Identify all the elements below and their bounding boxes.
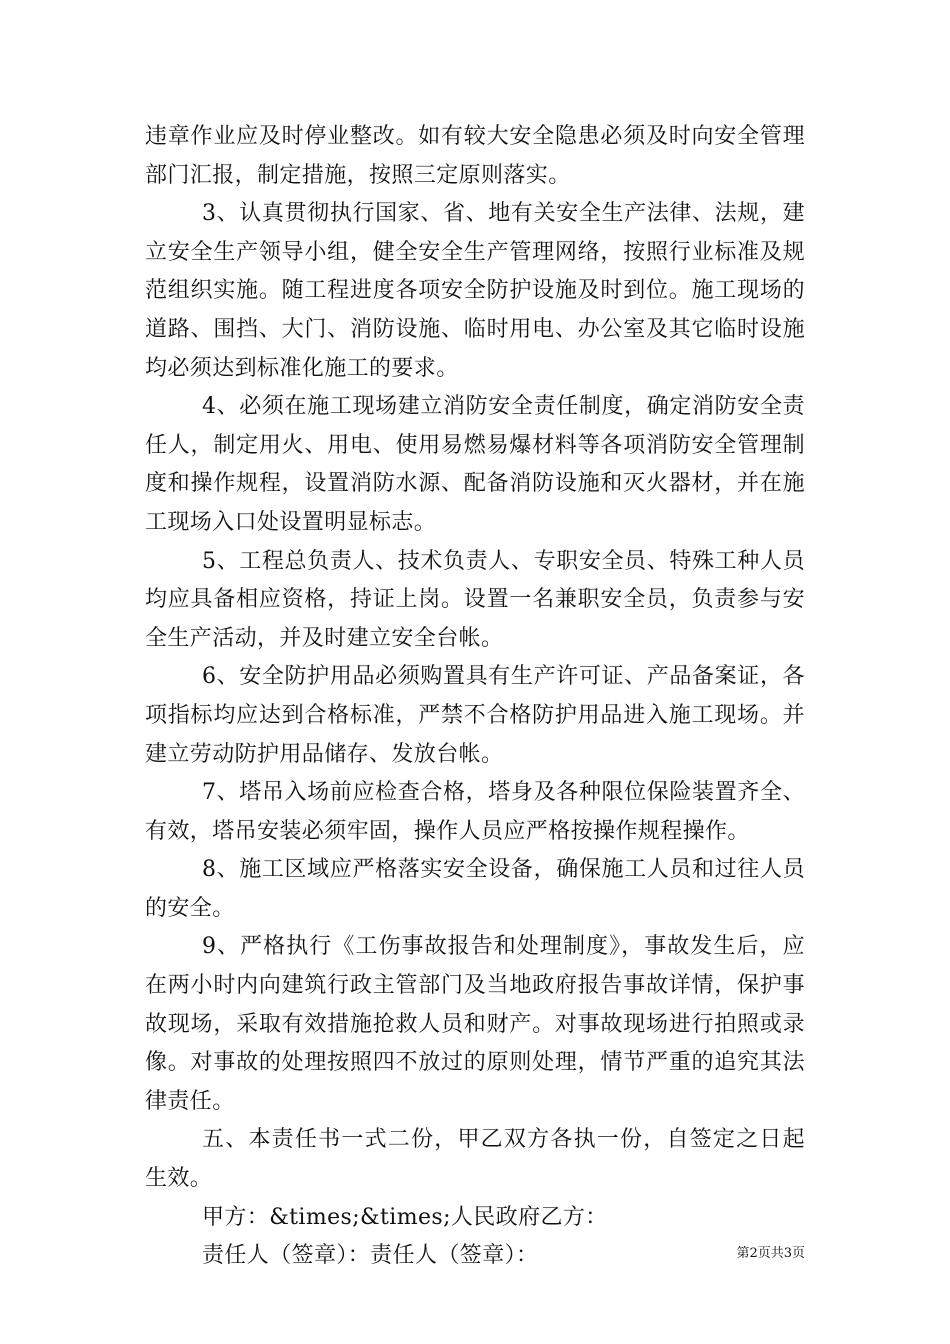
paragraph-item-6: 6、安全防护用品必须购置具有生产许可证、产品备案证，各项指标均应达到合格标准，严禁不合格防护用品进入施工现场。并建立劳动防护用品储存、发放台帐。 [145, 664, 805, 767]
signature-line [145, 1237, 805, 1276]
paragraph-continuation: 违章作业应及时停业整改。如有较大安全隐患必须及时向安全管理部门汇报，制定措施，按照三定原则落实。 [145, 124, 805, 188]
paragraph-section-5: 五、本责任书一式二份，甲乙双方各执一份，自签定之日起生效。 [145, 1127, 805, 1192]
party-line [145, 1199, 805, 1238]
page-number-footer: 第2页共3页 [736, 1246, 805, 1261]
paragraph-item-7: 7、塔吊入场前应检查合格，塔身及各种限位保险装置齐全、有效，塔吊安装必须牢固，操作人员应严格按操作规程操作。 [145, 780, 805, 844]
signature-line-text: 责任人（签章）：责任人（签章）： [202, 1243, 539, 1269]
paragraph-item-9: 9、严格执行《工伤事故报告和处理制度》，事故发生后，应在两小时内向建筑行政主管部门及当地政府报告事故详情，保护事故现场，采取有效措施抢救人员和财产。对事故现场进行拍照或录像。对事故的处理按照四不放过的原则处理，情节严重的追究其法律责任。 [145, 934, 805, 1114]
document-body [145, 118, 805, 1276]
paragraph-item-8: 8、施工区域应严格落实安全设备，确保施工人员和过往人员的安全。 [145, 857, 805, 921]
paragraph-item-4: 4、必须在施工现场建立消防安全责任制度，确定消防安全责任人，制定用火、用电、使用易燃易爆材料等各项消防安全管理制度和操作规程，设置消防水源、配备消防设施和灭火器材，并在施工现场入口处设置明显标志。 [145, 394, 805, 535]
party-line-text: 甲方：&times;&times;人民政府乙方： [202, 1204, 608, 1230]
paragraph-item-5: 5、工程总负责人、技术负责人、专职安全员、特殊工种人员均应具备相应资格，持证上岗。设置一名兼职安全员，负责参与安全生产活动，并及时建立安全台帐。 [145, 548, 805, 651]
paragraph-item-3: 3、认真贯彻执行国家、省、地有关安全生产法律、法规，建立安全生产领导小组，健全安全生产管理网络，按照行业标准及规范组织实施。随工程进度各项安全防护设施及时到位。施工现场的道路、围挡、大门、消防设施、临时用电、办公室及其它临时设施均必须达到标准化施工的要求。 [145, 201, 805, 381]
